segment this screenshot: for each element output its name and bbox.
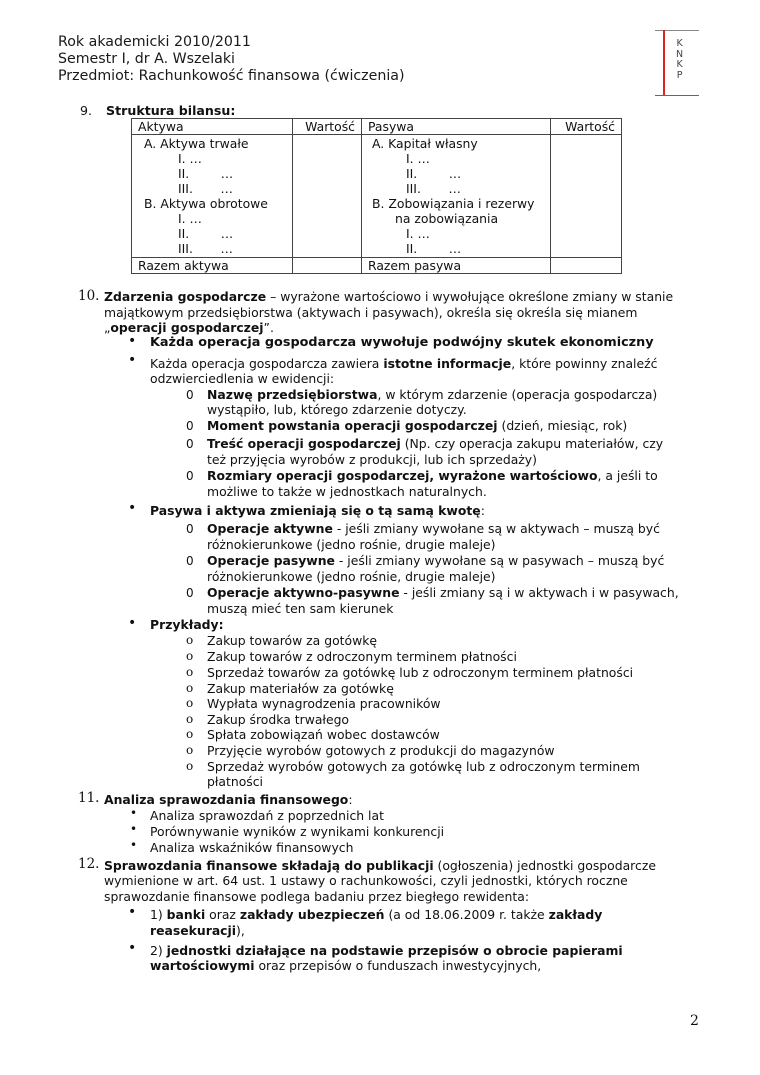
- example-item: Sprzedaż towarów za gotówkę lub z odroczonym terminem płatności: [207, 665, 634, 680]
- table-header-row: [132, 119, 622, 135]
- pasywa-value-cell: [551, 135, 622, 258]
- term-bold: Przykłady:: [150, 617, 224, 632]
- example-item: Spłata zobowiązań wobec dostawców: [207, 727, 440, 742]
- header-aktywa: Aktywa: [132, 119, 293, 135]
- term-bold: Pasywa i aktywa zmieniają się o tą samą kwotę: [150, 503, 481, 518]
- text: (Np. czy operacja zakupu materiałów, czy: [400, 436, 664, 451]
- text: :: [480, 503, 485, 518]
- list-item: Porównywanie wyników z wynikami konkurencji: [150, 824, 445, 839]
- header-wartosc: Wartość: [293, 119, 362, 135]
- text: (a od 18.06.2009 r. także: [384, 907, 549, 922]
- circle-bullet-icon: 0: [186, 469, 194, 483]
- sub-item: [207, 436, 663, 452]
- bullet-icon: •: [130, 806, 138, 820]
- sub-item-line2: też przyjęcia wyrobów z produkcji, lub ich sprzedaży): [207, 452, 537, 467]
- bullet-icon: •: [128, 904, 137, 920]
- table-footer-row: [132, 258, 622, 274]
- term-bold: Operacje aktywne: [207, 521, 333, 536]
- text: , w którym zdarzenie (operacja gospodarcza): [377, 387, 658, 402]
- total-pasywa: Razem pasywa: [362, 258, 551, 274]
- term-bold: zakłady ubezpieczeń: [239, 907, 385, 922]
- text: - jeśli zmiany wywołane są w pasywach – muszą być: [334, 553, 665, 568]
- aktywa-item: II. …: [178, 226, 234, 241]
- example-item: Wypłata wynagrodzenia pracowników: [207, 696, 441, 711]
- list-item-line2: [150, 923, 245, 939]
- term-bold: istotne informacje: [383, 356, 512, 371]
- o-bullet-icon: o: [186, 743, 194, 757]
- pasywa-item: II. …: [406, 166, 462, 181]
- section-12-intro: [104, 858, 656, 874]
- bullet-text: [150, 617, 224, 633]
- pasywa-item: III. …: [406, 181, 461, 196]
- pasywa-item: na zobowiązania: [395, 211, 499, 226]
- logo-letter: K: [676, 38, 683, 49]
- text: oraz: [205, 907, 240, 922]
- sub-item: [207, 418, 627, 434]
- term-bold: operacji gospodarczej: [110, 320, 264, 335]
- circle-bullet-icon: 0: [186, 419, 194, 433]
- list-item: Analiza sprawozdań z poprzednich lat: [150, 808, 384, 823]
- o-bullet-icon: o: [186, 681, 194, 695]
- aktywa-item: II. …: [178, 166, 234, 181]
- logo-bottom-rule: [655, 95, 699, 96]
- example-item: Zakup towarów za gotówkę: [207, 633, 378, 648]
- logo-red-bar: [663, 30, 665, 96]
- term-bold: banki: [166, 907, 206, 922]
- bullet-icon: •: [130, 822, 138, 836]
- example-item: Przyjęcie wyrobów gotowych z produkcji do magazynów: [207, 743, 555, 758]
- text: ),: [236, 923, 245, 938]
- section-title: Struktura bilansu:: [106, 103, 236, 118]
- text: (dzień, miesiąc, rok): [497, 418, 628, 433]
- term-bold: zakłady: [548, 907, 603, 922]
- sub-item-line2: różnokierunkowe (jedno rośnie, drugie maleje): [207, 569, 496, 584]
- example-item: Zakup środka trwałego: [207, 712, 350, 727]
- pasywa-item: A. Kapitał własny: [372, 136, 478, 151]
- pasywa-item: I. …: [406, 226, 430, 241]
- list-item: [150, 943, 623, 959]
- section-10-intro-line2: majątkowym przedsiębiorstwa (aktywach i pasywach), określa się określa się mianem: [104, 305, 638, 320]
- term-bold: reasekuracji: [150, 923, 237, 938]
- example-item: Sprzedaż wyrobów gotowych za gotówkę lub z odroczonym terminem: [207, 759, 640, 774]
- o-bullet-icon: o: [186, 759, 194, 773]
- circle-bullet-icon: 0: [186, 388, 194, 402]
- text: (ogłoszenia) jednostki gospodarcze: [433, 858, 656, 873]
- sub-item: [207, 387, 657, 403]
- logo-letters: [676, 39, 683, 81]
- total-aktywa-value: [293, 258, 362, 274]
- section-10-intro: [104, 289, 673, 305]
- section-12-line2: wymienione w art. 64 ust. 1 ustawy o rachunkowości, czyli jednostki, których roczne: [104, 873, 628, 888]
- o-bullet-icon: o: [186, 696, 194, 710]
- o-bullet-icon: o: [186, 649, 194, 663]
- example-item: Zakup materiałów za gotówkę: [207, 681, 394, 696]
- bullet-icon: •: [128, 615, 137, 631]
- header-wartosc: Wartość: [551, 119, 622, 135]
- bullet-text-line2: odzwierciedlenia w ewidencji:: [150, 371, 335, 386]
- term-bold: Rozmiary operacji gospodarczej, wyrażone wartościowo: [207, 468, 598, 483]
- text: „: [104, 320, 111, 335]
- o-bullet-icon: o: [186, 665, 194, 679]
- header-subject: Przedmiot: Rachunkowość finansowa (ćwiczenia): [58, 68, 405, 84]
- text: , a jeśli to: [597, 468, 658, 483]
- circle-bullet-icon: 0: [186, 554, 194, 568]
- bullet-icon: •: [128, 500, 137, 516]
- text: Każda operacja gospodarcza wywołuje podwójny skutek ekonomiczny: [150, 335, 654, 350]
- list-item: [150, 907, 602, 923]
- term-bold: Zdarzenia gospodarcze: [104, 289, 267, 304]
- text: - jeśli zmiany wywołane są w aktywach – muszą być: [332, 521, 660, 536]
- bullet-text: [150, 335, 654, 351]
- pasywa-item: II. …: [406, 241, 462, 256]
- circle-bullet-icon: 0: [186, 522, 194, 536]
- text: - jeśli zmiany są i w aktywach i w pasywach,: [399, 585, 679, 600]
- bullet-text: [150, 503, 485, 519]
- total-pasywa-value: [551, 258, 622, 274]
- aktywa-item: A. Aktywa trwałe: [144, 136, 249, 151]
- sub-item-line2: wystąpiło, lub, którego zdarzenie dotyczy.: [207, 402, 467, 417]
- section-12-line3: sprawozdanie finansowe podlega badaniu przez biegłego rewidenta:: [104, 889, 529, 904]
- bullet-icon: •: [128, 333, 137, 349]
- section-11-heading: [104, 792, 353, 808]
- list-item-line2: [150, 958, 541, 974]
- bullet-icon: •: [130, 838, 138, 852]
- section-number: 9.: [80, 103, 93, 118]
- sub-item: [207, 521, 660, 537]
- logo-letter: N: [676, 48, 684, 60]
- section-9-heading: [80, 103, 235, 119]
- pasywa-cell: [362, 135, 551, 258]
- sub-item-line2: różnokierunkowe (jedno rośnie, drugie maleje): [207, 537, 496, 552]
- aktywa-value-cell: [293, 135, 362, 258]
- sub-item: [207, 468, 658, 484]
- table-body-row: [132, 135, 622, 258]
- aktywa-item: I. …: [178, 211, 202, 226]
- text: oraz przepisów o funduszach inwestycyjnych,: [254, 958, 542, 973]
- example-item: Zakup towarów z odroczonym terminem płatności: [207, 649, 517, 664]
- text: ”.: [263, 320, 274, 335]
- bullet-icon: •: [128, 352, 137, 368]
- text: 1): [150, 907, 167, 922]
- term-bold: Nazwę przedsiębiorstwa: [207, 387, 378, 402]
- knkp-logo: [655, 30, 699, 96]
- term-bold: Operacje pasywne: [207, 553, 335, 568]
- aktywa-item: B. Aktywa obrotowe: [144, 196, 268, 211]
- logo-top-rule: [655, 30, 699, 31]
- text: Każda operacja gospodarcza zawiera: [150, 356, 384, 371]
- text: :: [348, 792, 353, 807]
- sub-item-line2: możliwe to także w jednostkach naturalnych.: [207, 484, 487, 499]
- sub-item: [207, 553, 664, 569]
- aktywa-cell: [132, 135, 293, 258]
- header-pasywa: Pasywa: [362, 119, 551, 135]
- total-aktywa: Razem aktywa: [132, 258, 293, 274]
- sub-item: [207, 585, 679, 601]
- section-number: 11.: [78, 790, 100, 806]
- term-bold: Moment powstania operacji gospodarczej: [207, 418, 498, 433]
- balance-sheet-table: [131, 118, 622, 274]
- logo-letter: K: [676, 59, 683, 70]
- o-bullet-icon: o: [186, 712, 194, 726]
- section-number: 10.: [78, 288, 100, 304]
- aktywa-item: III. …: [178, 181, 233, 196]
- bullet-text: [150, 356, 657, 372]
- bullet-icon: •: [128, 940, 137, 956]
- pasywa-item: I. …: [406, 151, 430, 166]
- pasywa-item: B. Zobowiązania i rezerwy: [372, 196, 535, 211]
- text: – wyrażone wartościowo i wywołujące określone zmiany w stanie: [266, 289, 674, 304]
- header-academic-year: Rok akademicki 2010/2011: [58, 34, 251, 50]
- section-number: 12.: [78, 856, 100, 872]
- o-bullet-icon: o: [186, 727, 194, 741]
- o-bullet-icon: o: [186, 633, 194, 647]
- page-number: 2: [690, 1013, 699, 1029]
- term-bold: Sprawozdania finansowe składają do publikacji: [104, 858, 434, 873]
- term-bold: Analiza sprawozdania finansowego: [104, 792, 349, 807]
- sub-item-line2: muszą mieć ten sam kierunek: [207, 601, 394, 616]
- term-bold: Treść operacji gospodarczej: [207, 436, 401, 451]
- aktywa-item: III. …: [178, 241, 233, 256]
- header-semester: Semestr I, dr A. Wszelaki: [58, 51, 235, 67]
- text: , które powinny znaleźć: [511, 356, 658, 371]
- term-bold: jednostki działające na podstawie przepisów o obrocie papierami: [166, 943, 623, 958]
- example-item-line2: płatności: [207, 774, 263, 789]
- term-bold: Operacje aktywno-pasywne: [207, 585, 400, 600]
- circle-bullet-icon: 0: [186, 437, 194, 451]
- text: 2): [150, 943, 167, 958]
- document-header: [58, 34, 405, 85]
- list-item: Analiza wskaźników finansowych: [150, 840, 354, 855]
- term-bold: wartościowymi: [150, 958, 255, 973]
- circle-bullet-icon: 0: [186, 586, 194, 600]
- aktywa-item: I. …: [178, 151, 202, 166]
- logo-letter: P: [676, 69, 683, 81]
